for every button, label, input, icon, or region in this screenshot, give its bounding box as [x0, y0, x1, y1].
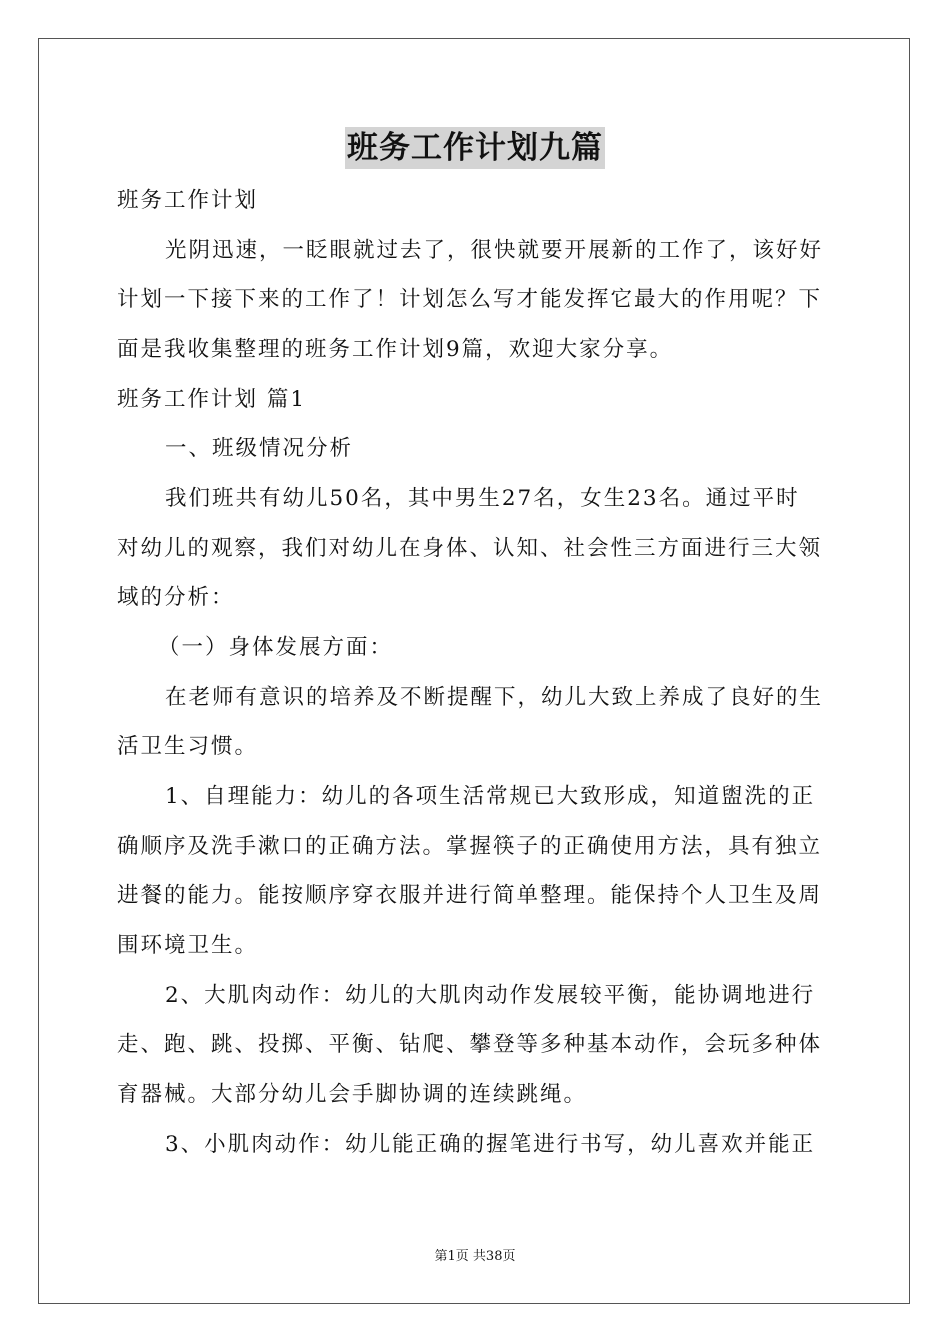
- page-border: [38, 38, 910, 1304]
- paragraph-line: 对幼儿的观察，我们对幼儿在身体、认知、社会性三方面进行三大领: [117, 536, 823, 561]
- paragraph-line: 2、大肌肉动作：幼儿的大肌肉动作发展较平衡，能协调地进行: [165, 983, 816, 1008]
- paragraph-line: 面是我收集整理的班务工作计划9篇，欢迎大家分享。: [117, 337, 674, 362]
- page-footer: 第1页 共38页: [434, 1249, 516, 1264]
- paragraph-line: 1、自理能力：幼儿的各项生活常规已大致形成，知道盥洗的正: [165, 784, 816, 809]
- paragraph-line: 我们班共有幼儿50名，其中男生27名，女生23名。通过平时: [165, 486, 800, 511]
- paragraph-line: 育器械。大部分幼儿会手脚协调的连续跳绳。: [117, 1082, 588, 1107]
- subsection-heading: 一、班级情况分析: [165, 436, 354, 461]
- subsection-heading: （一）身体发展方面：: [158, 635, 394, 660]
- section-heading: 班务工作计划 篇1: [117, 387, 307, 412]
- document-title: 班务工作计划九篇: [345, 127, 605, 169]
- paragraph-line: 确顺序及洗手漱口的正确方法。掌握筷子的正确使用方法，具有独立: [117, 834, 823, 859]
- paragraph-line: 计划一下接下来的工作了！计划怎么写才能发挥它最大的作用呢？下: [117, 287, 823, 312]
- title-container: [0, 127, 950, 169]
- paragraph-line: 围环境卫生。: [117, 933, 259, 958]
- paragraph-line: 3、小肌肉动作：幼儿能正确的握笔进行书写，幼儿喜欢并能正: [165, 1132, 816, 1157]
- paragraph-line: 活卫生习惯。: [117, 734, 259, 759]
- section-heading: 班务工作计划: [117, 188, 259, 213]
- paragraph-line: 进餐的能力。能按顺序穿衣服并进行简单整理。能保持个人卫生及周: [117, 883, 823, 908]
- paragraph-line: 域的分析：: [117, 585, 235, 610]
- paragraph-line: 光阴迅速，一眨眼就过去了，很快就要开展新的工作了，该好好: [165, 238, 824, 263]
- paragraph-line: 在老师有意识的培养及不断提醒下，幼儿大致上养成了良好的生: [165, 685, 824, 710]
- paragraph-line: 走、跑、跳、投掷、平衡、钻爬、攀登等多种基本动作，会玩多种体: [117, 1032, 823, 1057]
